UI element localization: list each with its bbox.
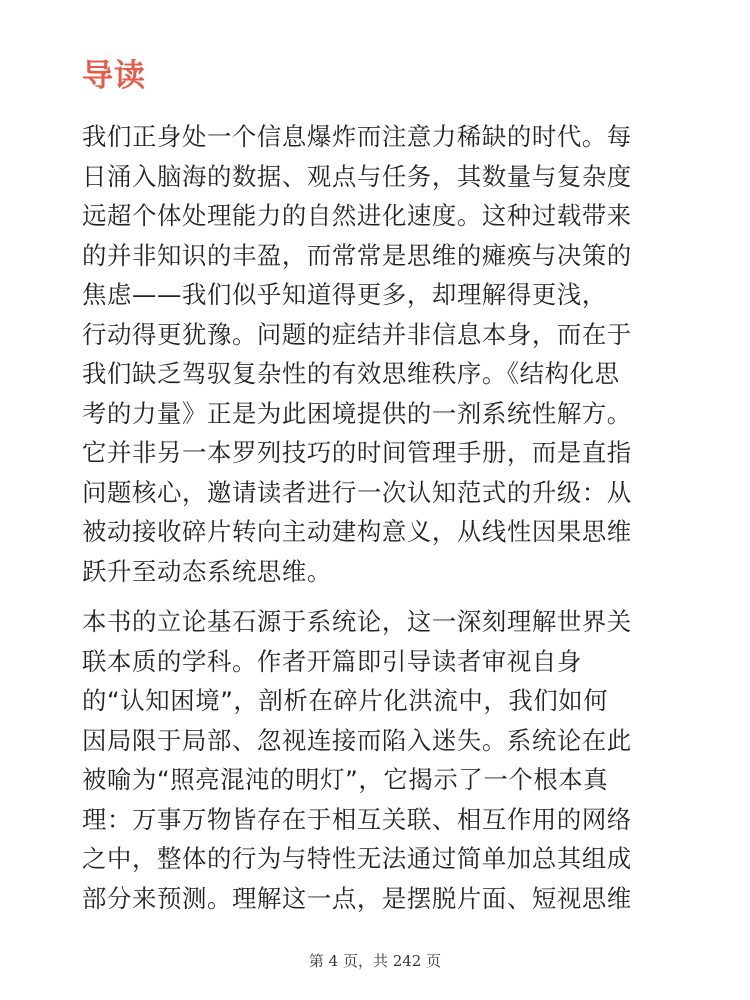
paragraph-1 <box>82 117 672 591</box>
paragraph-2 <box>82 602 672 918</box>
text-line: 部分来预测。理解这一点，是摆脱片面、短视思维 <box>82 883 632 913</box>
text-line: 本书的立论基石源于系统论，这一深刻理解世界关 <box>82 607 632 636</box>
body-text <box>82 117 672 918</box>
text-line: 跃升至动态系统思维。 <box>82 556 332 586</box>
text-line: 行动得更犹豫。问题的症结并非信息本身，而在于 <box>82 319 632 349</box>
text-line: 它并非另一本罗列技巧的时间管理手册，而是直指 <box>82 438 632 467</box>
text-line: 远超个体处理能力的自然进化速度。这种过载带来 <box>82 201 632 230</box>
text-line: 焦虑——我们似乎知道得更多，却理解得更浅， <box>82 280 607 309</box>
text-line: 联本质的学科。作者开篇即引导读者审视自身 <box>82 646 582 676</box>
text-line: 之中，整体的行为与特性无法通过简单加总其组成 <box>82 844 632 873</box>
text-line: 考的力量》正是为此困境提供的一剂系统性解方。 <box>82 398 632 428</box>
text-line: 的并非知识的丰盈，而常常是思维的瘫痪与决策的 <box>82 240 632 270</box>
text-line: 被动接收碎片转向主动建构意义，从线性因果思维 <box>82 517 632 546</box>
text-line: 因局限于局部、忽视连接而陷入迷失。系统论在此 <box>82 725 632 755</box>
text-line: 被喻为“照亮混沌的明灯”，它揭示了一个根本真 <box>82 765 609 794</box>
page-number-footer: 第 4 页，共 242 页 <box>308 952 442 970</box>
section-heading: 导读 <box>82 58 146 94</box>
text-line: 问题核心，邀请读者进行一次认知范式的升级：从 <box>82 477 632 507</box>
text-line: 理：万事万物皆存在于相互关联、相互作用的网络 <box>82 804 632 834</box>
text-line: 的“认知困境”，剖析在碎片化洪流中，我们如何 <box>82 686 609 715</box>
text-line: 我们正身处一个信息爆炸而注意力稀缺的时代。每 <box>82 122 632 151</box>
text-line: 我们缺乏驾驭复杂性的有效思维秩序。《结构化思 <box>82 359 620 388</box>
text-line: 日涌入脑海的数据、观点与任务，其数量与复杂度 <box>82 161 632 191</box>
